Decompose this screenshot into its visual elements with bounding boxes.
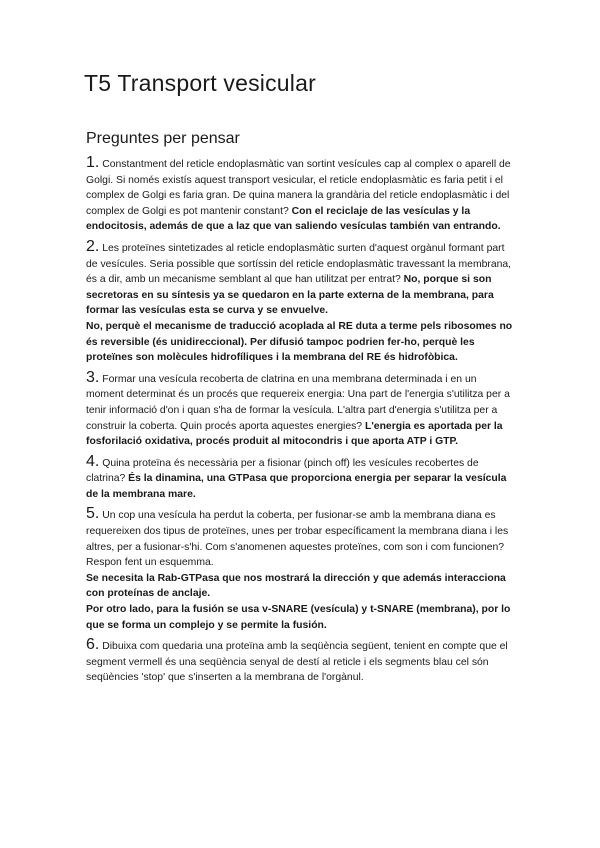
question-number: 3. <box>86 368 100 386</box>
question-text: Quina proteïna és necessària per a fisionar (pinch off) les vesícules recobertes de clatrina? <box>86 457 479 485</box>
answer-text: Se necesita la Rab-GTPasa que nos mostrará la dirección y que además interacciona con proteínas de anclaje. <box>86 572 506 600</box>
question-number: 5. <box>86 505 100 523</box>
question-number: 4. <box>86 452 100 470</box>
questions-list <box>86 155 516 690</box>
question-text: Un cop una vesícula ha perdut la coberta, per fusionar-se amb la membrana diana es requereixen dos tipus de proteïnes, unes per trobar específicament la membrana diana i les altres, per a fusionar-s'hi. Com s'anomenen aquestes proteïnes, com son i com funcionen? Respon fent un esquemma. <box>86 510 509 569</box>
document-title: T5 Transport vesicular <box>84 70 316 96</box>
question-5 <box>86 506 516 633</box>
question-2 <box>86 239 516 366</box>
question-6 <box>86 637 516 686</box>
answer-text: És la dinamina, una GTPasa que proporciona energia per separar la vesícula de la membrana mare. <box>86 473 507 500</box>
question-text: Dibuixa com quedaria una proteïna amb la seqüència següent, tenient en compte que el segment vermell és una seqüència senyal de destí al reticle i els segments blau cel són seqüències 'stop' que s'inserten a la membrana de l'orgànul. <box>86 641 508 684</box>
question-text: Les proteïnes sintetizades al reticle endoplasmàtic surten d'aquest orgànul formant part de vesícules. Seria possible que sortíssin del reticle endoplasmàtic travessant la membrana, és a dir, amb un mecanisme semblant al que han utilitzat per entrat? <box>86 242 512 286</box>
question-number: 1. <box>86 154 100 171</box>
question-text: Formar una vesícula recoberta de clatrina en una membrana determinada i en un moment determinat és un procés que requereix energia: Una part de l'energia s'utilitza per a tenir informació d'on i quan s'ha de formar la vesícula. L'altra part d'energia s'utilitza per a construir la coberta. Quin procés aporta aquestes energies? <box>86 373 510 432</box>
answer-text: No, porque si son secretoras en su síntesis ya se quedaron en la parte externa de la membrana, para formar las vesículas esta se curva y se envuelve. <box>86 274 494 317</box>
question-text: Constantment del reticle endoplasmàtic van sortint vesícules cap al complex o aparell de Golgi. Si només existís aquest transport vesicular, el reticle endoplasmàtic es faria petit i el complex de Golgi es faria gran. De quina manera la grandària del reticle endoplasmàtic i del complex de Golgi es pot mantenir constant? <box>86 159 511 217</box>
question-3 <box>86 370 516 450</box>
question-4 <box>86 454 516 503</box>
section-subtitle: Preguntes per pensar <box>86 130 240 147</box>
question-number: 6. <box>86 636 100 654</box>
question-number: 2. <box>86 237 100 255</box>
answer-text-2: No, perquè el mecanisme de traducció acoplada al RE duta a terme pels ribosomes no és reversible (és unidireccional). Per difusió tampoc podrien fer-ho, perquè les proteïnes son molècules hidrofíliques i la membrana del RE és hidrofòbica. <box>86 320 513 364</box>
answer-text: L'energia es aportada per la fosforilació oxidativa, procés produit al mitocondris i que aporta ATP i GTP. <box>86 420 503 448</box>
question-1 <box>86 155 516 235</box>
answer-text-2: Por otro lado, para la fusión se usa v-SNARE (vesícula) y t-SNARE (membrana), por lo que se forma un complejo y se permite la fusión. <box>86 604 511 631</box>
answer-text: Con el reciclaje de las vesículas y la endocitosis, además de que a laz que van saliendo vesículas también van entrando. <box>86 205 501 233</box>
